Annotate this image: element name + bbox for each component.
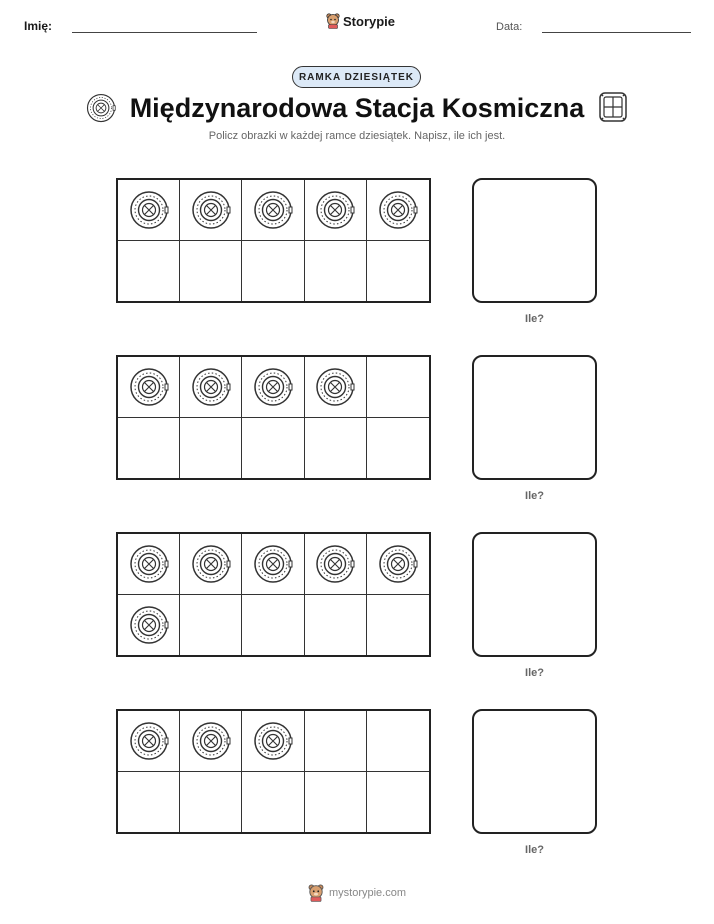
window-icon xyxy=(599,92,627,122)
footer-url: mystorypie.com xyxy=(329,887,407,899)
page-title: Międzynarodowa Stacja Kosmiczna xyxy=(129,93,585,123)
ten-frame-cell xyxy=(242,534,304,595)
ten-frame-cell xyxy=(242,418,304,479)
porthole-icon xyxy=(191,721,231,761)
porthole-icon xyxy=(129,544,169,584)
ten-frame-cell xyxy=(180,711,242,772)
ten-frame-cell xyxy=(118,180,180,241)
ten-frame-cell xyxy=(367,534,429,595)
ten-frame-2 xyxy=(116,355,431,480)
ten-frame-cell xyxy=(118,241,180,302)
porthole-icon xyxy=(378,190,418,230)
date-label: Data: xyxy=(496,21,523,33)
ten-frame-cell xyxy=(367,711,429,772)
porthole-icon xyxy=(129,190,169,230)
porthole-icon xyxy=(253,190,293,230)
ten-frame-4 xyxy=(116,709,431,834)
porthole-icon xyxy=(191,190,231,230)
ten-frame-cell xyxy=(180,534,242,595)
ten-frame-cell xyxy=(305,180,367,241)
ten-frame-cell xyxy=(118,534,180,595)
ten-frame-cell xyxy=(242,180,304,241)
porthole-icon xyxy=(129,367,169,407)
answer-prompt-2: Ile? xyxy=(525,490,544,502)
ten-frame-cell xyxy=(118,418,180,479)
instructions: Policz obrazki w każdej ramce dziesiątek. Napisz, ile ich jest. xyxy=(208,130,506,142)
ten-frame-cell xyxy=(367,772,429,833)
answer-prompt-3: Ile? xyxy=(525,667,544,679)
ten-frame-cell xyxy=(305,534,367,595)
ten-frame-cell xyxy=(305,357,367,418)
answer-box-4[interactable] xyxy=(472,709,597,834)
ten-frame-cell xyxy=(305,595,367,656)
footer xyxy=(308,884,406,902)
ten-frame-cell xyxy=(305,772,367,833)
brand-logo xyxy=(326,13,395,29)
ten-frame-cell xyxy=(305,711,367,772)
porthole-icon xyxy=(253,544,293,584)
ten-frame-cell xyxy=(180,180,242,241)
porthole-icon xyxy=(253,721,293,761)
answer-prompt-4: Ile? xyxy=(525,844,544,856)
answer-box-1[interactable] xyxy=(472,178,597,303)
ten-frame-cell xyxy=(118,772,180,833)
ten-frame-3 xyxy=(116,532,431,657)
ten-frame-cell xyxy=(118,595,180,656)
ten-frame-cell xyxy=(367,418,429,479)
ten-frame-cell xyxy=(180,418,242,479)
porthole-icon xyxy=(191,544,231,584)
answer-prompt-1: Ile? xyxy=(525,313,544,325)
porthole-icon xyxy=(253,367,293,407)
ten-frame-cell xyxy=(242,595,304,656)
porthole-icon xyxy=(191,367,231,407)
ten-frame-cell xyxy=(367,180,429,241)
ten-frame-cell xyxy=(180,772,242,833)
ten-frame-cell xyxy=(118,357,180,418)
ten-frame-cell xyxy=(180,241,242,302)
porthole-icon xyxy=(129,605,169,645)
ten-frame-cell xyxy=(242,711,304,772)
answer-box-2[interactable] xyxy=(472,355,597,480)
name-line[interactable] xyxy=(72,32,257,33)
porthole-icon xyxy=(129,721,169,761)
ten-frame-cell xyxy=(242,357,304,418)
ten-frame-cell xyxy=(367,357,429,418)
ten-frame-cell xyxy=(242,772,304,833)
ten-frame-cell xyxy=(242,241,304,302)
ten-frame-cell xyxy=(180,357,242,418)
ten-frame-cell xyxy=(367,241,429,302)
worksheet-type-badge: RAMKA DZIESIĄTEK xyxy=(292,66,421,88)
ten-frame-cell xyxy=(305,241,367,302)
porthole-icon xyxy=(378,544,418,584)
porthole-icon xyxy=(315,190,355,230)
title-row xyxy=(0,88,714,128)
bear-mascot-icon xyxy=(326,13,340,29)
porthole-icon xyxy=(315,367,355,407)
ten-frame-cell xyxy=(367,595,429,656)
bear-mascot-icon xyxy=(308,884,324,902)
ten-frame-cell xyxy=(118,711,180,772)
brand-name: Storypie xyxy=(343,13,396,29)
ten-frame-cell xyxy=(305,418,367,479)
name-label: Imię: xyxy=(24,19,53,33)
porthole-icon xyxy=(315,544,355,584)
answer-box-3[interactable] xyxy=(472,532,597,657)
date-line[interactable] xyxy=(542,32,691,33)
ten-frame-cell xyxy=(180,595,242,656)
ten-frame-1 xyxy=(116,178,431,303)
